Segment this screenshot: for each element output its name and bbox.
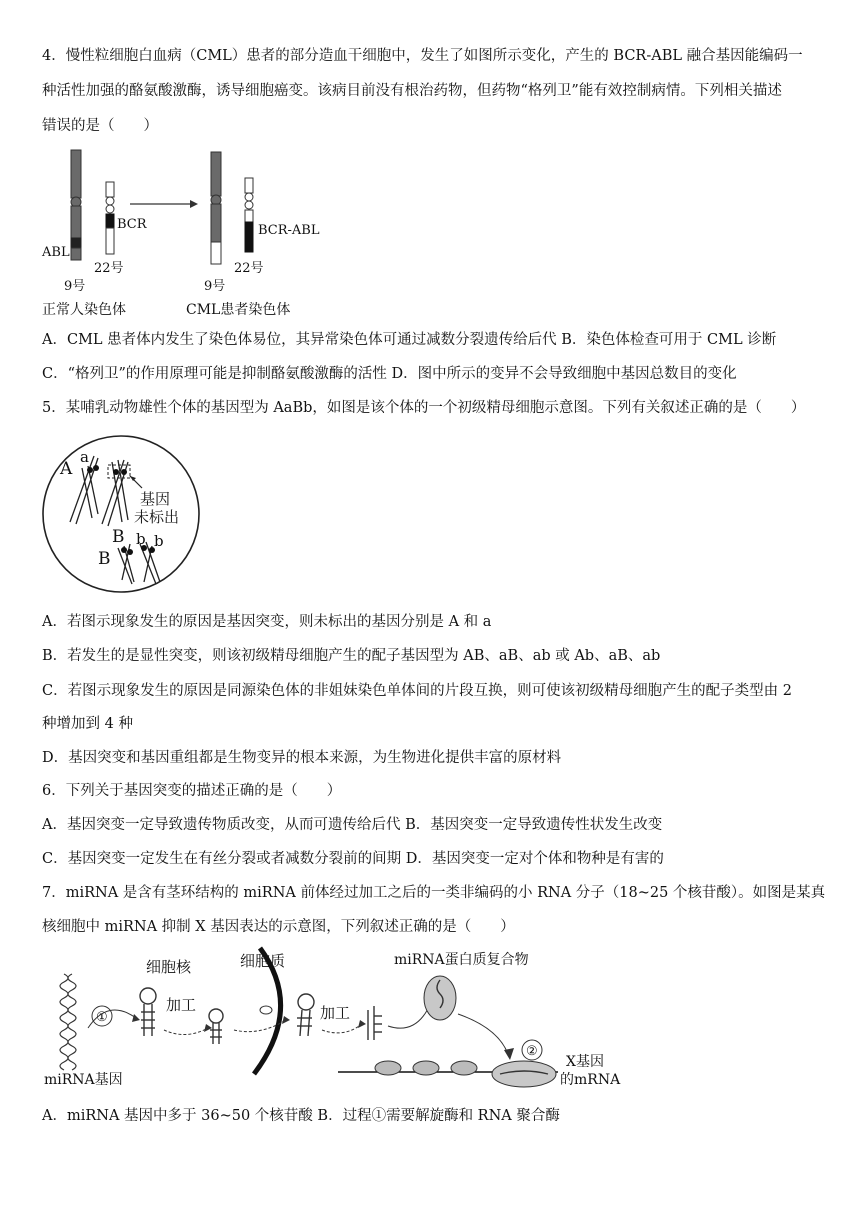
- normal-chr22: [106, 182, 114, 254]
- q7-stem-line-2: 核细胞中 miRNA 抑制 X 基因表达的示意图，下列叙述正确的是（ ）: [42, 919, 515, 935]
- ribosome: [413, 1061, 439, 1075]
- label-bcr: BCR: [117, 217, 147, 232]
- gene-label-B-top: B: [112, 527, 125, 547]
- gene-label-A: A: [60, 459, 73, 479]
- label-process-2: 加工: [320, 1004, 351, 1022]
- gene-dot: [121, 547, 127, 553]
- patient-chr9: [211, 152, 221, 264]
- pre-mirna-hairpin-3: [297, 994, 314, 1036]
- ribosome: [375, 1061, 401, 1075]
- nuclear-pore: [260, 1006, 272, 1014]
- mirna-gene-helix: [60, 974, 76, 1070]
- gene-dot: [127, 549, 133, 555]
- q5-option-c-line-2: 种增加到 4 种: [42, 716, 133, 732]
- gene-label-b-1: b: [136, 530, 146, 548]
- patient-chr22: [245, 178, 253, 252]
- q4-stem-line-2: 种活性加强的酪氨酸激酶，诱导细胞癌变。该病目前没有根治药物，但药物“格列卫”能有效控制病情。下列相关描述: [42, 83, 782, 99]
- mirna-protein-complex: [424, 976, 456, 1020]
- gene-dot: [121, 469, 127, 475]
- label-22-right: 22号: [234, 261, 264, 276]
- q5-option-a: A．若图示现象发生的原因是基因突变，则未标出的基因分别是 A 和 a: [42, 614, 492, 630]
- arrow-head-icon: [190, 200, 198, 208]
- q5-cell-figure: [38, 432, 208, 594]
- gene-label-B-bottom: B: [98, 549, 111, 569]
- q7-stem-line-1: 7．miRNA 是含有茎环结构的 miRNA 前体经过加工之后的一类非编码的小 RNA 分子（18~25 个核苷酸）。如图是某真: [42, 885, 826, 901]
- q5-stem: 5．某哺乳动物雄性个体的基因型为 AaBb，如图是该个体的一个初级精母细胞示意图。下列有关叙述正确的是（ ）: [42, 400, 806, 416]
- label-x-gene-1: X基因: [566, 1054, 604, 1070]
- label-bcr-abl: BCR-ABL: [258, 223, 320, 238]
- gene-dot: [113, 469, 119, 475]
- label-9-left: 9号: [64, 279, 86, 294]
- arrow-head-icon: [132, 1014, 140, 1022]
- gene-dot: [87, 467, 93, 473]
- gene-label-b-2: b: [154, 532, 164, 550]
- label-x-gene-2: 的mRNA: [560, 1072, 621, 1088]
- q4-option-ab: A．CML 患者体内发生了染色体易位，其异常染色体可通过减数分裂遗传给后代 B．染色体检查可用于 CML 诊断: [42, 332, 777, 348]
- label-cytoplasm: 细胞质: [240, 952, 286, 970]
- gene-dot: [93, 465, 99, 471]
- q5-option-b: B．若发生的是显性突变，则该初级精母细胞产生的配子基因型为 AB、aB、ab 或 Ab、aB、ab: [42, 648, 661, 664]
- q7-option-ab: A．miRNA 基因中多于 36~50 个核苷酸 B．过程①需要解旋酶和 RNA 聚合酶: [42, 1108, 560, 1124]
- pre-mirna-hairpin-2: [209, 1009, 223, 1044]
- label-mirna-gene: miRNA基因: [44, 1072, 123, 1088]
- q6-stem: 6．下列关于基因突变的描述正确的是（ ）: [42, 783, 342, 799]
- q4-stem-line-3: 错误的是（ ）: [42, 118, 158, 134]
- label-process-1: 加工: [166, 996, 197, 1014]
- step1-label: ①: [96, 1010, 108, 1025]
- q7-mirna-figure: [38, 944, 658, 1094]
- arrow-head-icon: [504, 1048, 514, 1060]
- arrow-to-mirna: [322, 1024, 362, 1033]
- label-nucleus: 细胞核: [146, 958, 192, 976]
- label-22-left: 22号: [94, 261, 124, 276]
- gene-label-a: a: [80, 448, 89, 466]
- arrow-head-icon: [204, 1024, 212, 1032]
- q5-option-c-line-1: C．若图示现象发生的原因是同源染色体的非姐妹染色单体间的片段互换，则可使该初级精母细胞产生的配子类型由 2: [42, 683, 792, 699]
- label-abl: ABL: [42, 245, 70, 260]
- label-normal: 正常人染色体: [42, 302, 126, 318]
- normal-chr9: [71, 150, 81, 260]
- arrow-head-icon: [358, 1020, 366, 1028]
- chromosome-pair-upper: [70, 456, 128, 526]
- q4-chromosome-figure: [38, 144, 348, 322]
- q6-option-cd: C．基因突变一定发生在有丝分裂或者减数分裂前的间期 D．基因突变一定对个体和物种是有害的: [42, 851, 664, 867]
- pre-mirna-hairpin: [140, 988, 156, 1036]
- q5-option-d: D．基因突变和基因重组都是生物变异的根本来源，为生物进化提供丰富的原材料: [42, 750, 562, 766]
- ribosome: [451, 1061, 477, 1075]
- arrow-head-icon: [282, 1016, 290, 1024]
- note-line-2: 未标出: [134, 508, 180, 526]
- label-patient: CML患者染色体: [186, 302, 291, 318]
- arrow-to-hairpin2: [164, 1028, 208, 1035]
- mirna-duplex: [368, 1006, 382, 1040]
- label-9-right: 9号: [204, 279, 226, 294]
- note-line-1: 基因: [140, 490, 171, 508]
- q6-option-ab: A．基因突变一定导致遗传物质改变，从而可遗传给后代 B．基因突变一定导致遗传性状发生改变: [42, 817, 663, 833]
- q4-stem-line-1: 4．慢性粒细胞白血病（CML）患者的部分造血干细胞中，发生了如图所示变化，产生的 BCR-ABL 融合基因能编码一: [42, 48, 803, 64]
- label-complex: miRNA蛋白质复合物: [394, 952, 529, 968]
- step2-label: ②: [526, 1044, 538, 1059]
- arrow-to-mrna: [458, 1014, 508, 1054]
- note-arrow-icon: [130, 476, 136, 481]
- q4-option-cd: C．“格列卫”的作用原理可能是抑制酪氨酸激酶的活性 D．图中所示的变异不会导致细胞中基因总数目的变化: [42, 366, 737, 382]
